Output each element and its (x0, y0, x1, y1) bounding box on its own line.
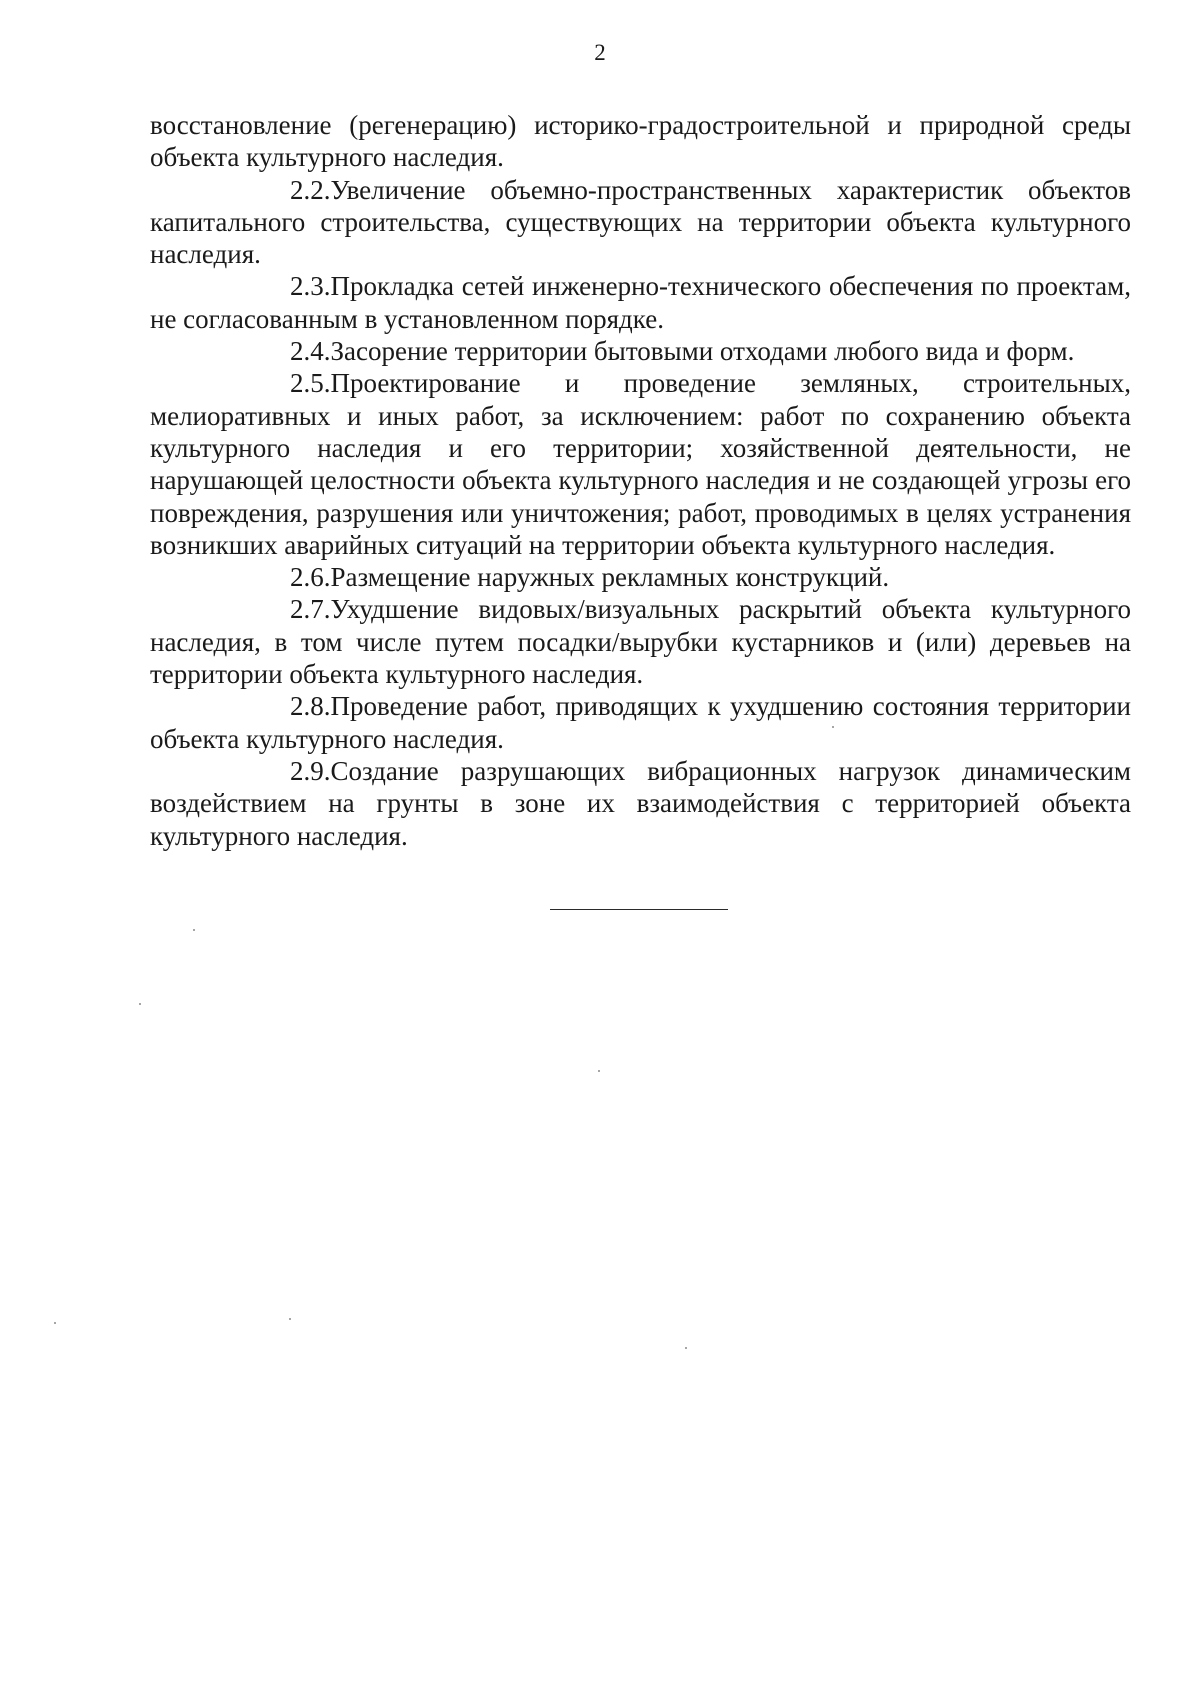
scan-speck (289, 1318, 291, 1320)
item-number: 2.8. (290, 691, 331, 722)
item-text: Засорение территории бытовыми отходами любого вида и форм. (330, 336, 1075, 367)
item-number: 2.6. (290, 562, 331, 593)
intro-paragraph: восстановление (регенерацию) историко-градостроительной и природной среды объекта культурного наследия. (150, 110, 1131, 173)
scan-speck (685, 1347, 687, 1349)
item-number: 2.4. (290, 336, 331, 367)
item-number: 2.9. (290, 755, 331, 786)
list-item (150, 335, 1131, 367)
list-item (150, 270, 1131, 335)
list-item (150, 174, 1131, 271)
item-text: Прокладка сетей инженерно-технического обеспечения по проектам, не согласованным в установленном порядке. (150, 271, 1131, 334)
item-number: 2.3. (290, 271, 331, 302)
item-text: Создание разрушающих вибрационных нагрузок динамическим воздействием на грунты в зоне их взаимодействия с территорией объекта культурного наследия. (150, 755, 1131, 851)
item-number: 2.5. (290, 368, 331, 399)
list-item (150, 755, 1131, 852)
scan-speck (54, 1322, 56, 1324)
end-separator-line (550, 909, 728, 910)
item-text: Размещение наружных рекламных конструкций. (330, 562, 890, 593)
page-number: 2 (594, 40, 606, 65)
list-item (150, 367, 1131, 561)
scan-speck (832, 726, 834, 728)
list-item (150, 561, 1131, 593)
item-text: Проведение работ, приводящих к ухудшению состояния территории объекта культурного наследия. (150, 691, 1131, 754)
scan-speck (193, 929, 195, 931)
scan-speck (139, 1003, 141, 1005)
item-text: Ухудшение видовых/визуальных раскрытий объекта культурного наследия, в том числе путем посадки/вырубки кустарников и (или) деревьев на территории объекта культурного наследия. (150, 594, 1131, 690)
scan-speck (598, 1070, 600, 1072)
item-number: 2.2. (290, 174, 331, 205)
list-item (150, 593, 1131, 690)
item-text: Увеличение объемно-пространственных характеристик объектов капитального строительства, существующих на территории объекта культурного наследия. (150, 174, 1131, 270)
list-item (150, 690, 1131, 755)
document-body (150, 109, 1131, 852)
item-text: Проектирование и проведение земляных, строительных, мелиоративных и иных работ, за исключением: работ по сохранению объекта культурного наследия и его территории; хозяйственной деятельности, не нарушающей целостности объекта культурного наследия и не создающей угрозы его повреждения, разрушения или уничтожения; работ, проводимых в целях устранения возникших аварийных ситуаций на территории объекта культурного наследия. (150, 368, 1131, 560)
item-number: 2.7. (290, 594, 331, 625)
